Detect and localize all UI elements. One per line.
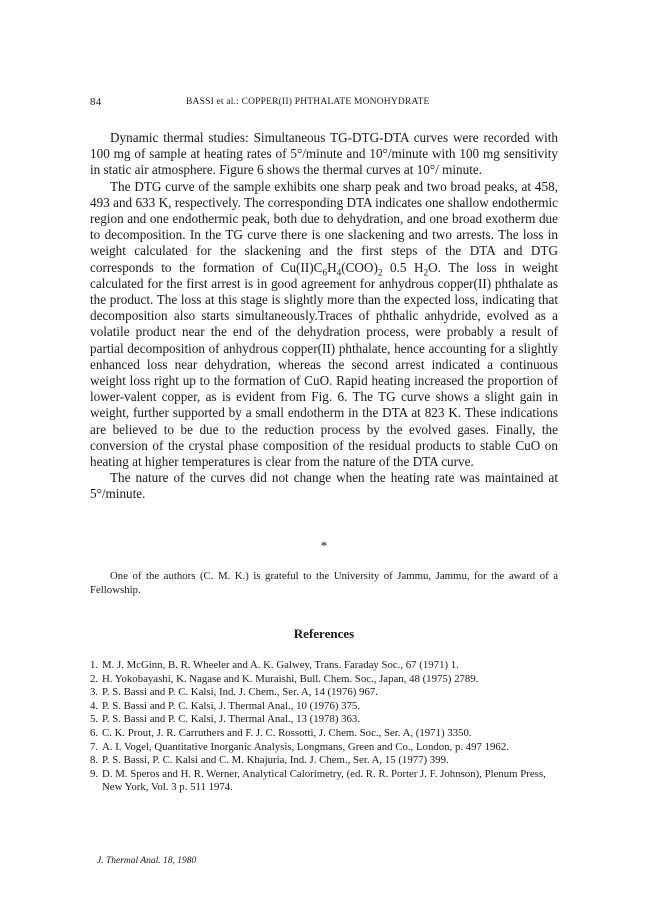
reference-number: 8.	[90, 754, 99, 767]
formula-subscript: 2	[423, 267, 429, 278]
reference-text: P. S. Bassi and P. C. Kalsi, J. Thermal Anal., 10 (1976) 375.	[102, 699, 361, 712]
reference-item	[90, 700, 558, 714]
reference-item	[90, 754, 558, 768]
reference-number: 1.	[90, 659, 99, 671]
paragraph-dtg-analysis	[90, 179, 558, 471]
reference-text: H. Yokobayashi, K. Nagase and K. Muraishi, Bull. Chem. Soc., Japan, 48 (1975) 2789.	[102, 672, 479, 685]
reference-text: P. S. Bassi and P. C. Kalsi, J. Thermal Anal., 13 (1978) 363.	[102, 713, 361, 726]
running-title: BASSI et al.: COPPER(II) PHTHALATE MONOHYDRATE	[186, 97, 430, 107]
reference-number: 9.	[90, 767, 99, 780]
reference-item	[90, 673, 558, 687]
reference-text: P. S. Bassi, P. C. Kalsi and C. M. Khajuria, Ind. J. Chem., Ser. A, 15 (1977) 399.	[102, 754, 449, 767]
running-header	[90, 96, 558, 110]
reference-text: P. S. Bassi and P. C. Kalsi, Ind. J. Chem., Ser. A, 14 (1976) 967.	[102, 686, 378, 699]
reference-number: 3.	[90, 686, 99, 699]
formula-subscript: 6	[322, 267, 328, 278]
reference-number: 5.	[90, 713, 99, 726]
formula-text: (COO)	[341, 259, 378, 275]
formula-text: H	[327, 259, 337, 275]
reference-number: 2.	[90, 672, 99, 685]
reference-text: A. I. Vogel, Quantitative Inorganic Analysis, Longmans, Green and Co., London, p. 497 1962.	[102, 740, 509, 753]
page-number: 84	[90, 96, 102, 108]
journal-footer: J. Thermal Anal. 18, 1980	[97, 856, 197, 866]
reference-item	[90, 768, 558, 795]
reference-item	[90, 741, 558, 755]
references-list	[90, 659, 558, 795]
acknowledgement: One of the authors (C. M. K.) is grateful to the University of Jammu, Jammu, for the award of a Fellowship.	[90, 570, 558, 596]
reference-text: D. M. Speros and H. R. Werner, Analytical Calorimetry, (ed. R. R. Porter J. F. Johnson), Plenum Press, New York, Vol. 3 p. 511 1974.	[102, 767, 546, 794]
reference-text: C. K. Prout, J. R. Carruthers and F. J. C. Rossotti, J. Chem. Soc., Ser. A, (1971) 3350.	[102, 726, 472, 739]
paragraph-heating-rate: The nature of the curves did not change when the heating rate was maintained at 5°/minute.	[90, 470, 558, 502]
section-separator: *	[320, 538, 328, 553]
reference-item	[90, 727, 558, 741]
paragraph-dynamic-thermal-studies: Dynamic thermal studies: Simultaneous TG-DTG-DTA curves were recorded with 100 mg of sample at heating rates of 5°/minute and 10°/minute with 100 mg sensitivity in static air atmosphere. Figure 6 shows the thermal curves at 10°/ minute.	[90, 130, 558, 178]
reference-item	[90, 713, 558, 727]
reference-number: 4.	[90, 699, 99, 712]
reference-item	[90, 659, 558, 673]
reference-number: 7.	[90, 740, 99, 753]
paragraph-dtg-text-b: O. The loss in weight calculated for the first arrest is in good agreement for anhydrous copper(II) phthalate as the product. The loss at this stage is slightly more than the expected loss, indicating that decomposition also starts simultaneously.Traces of phthalic anhydride, evolved as a volatile product near the end of the dehydration process, were probably a result of partial decomposition of anhydrous copper(II) phthalate, hence accounting for a slightly enhanced loss near dehydration, whereas the second arrest indicated a continuous weight loss right up to the formation of CuO. Rapid heating increased the proportion of lower-valent copper, as is evident from Fig. 6. The TG curve shows a slight gain in weight, further supported by a small endotherm in the DTA at 823 K. These indications are believed to be due to the reduction process by the evolved gases. Finally, the conversion of the crystal phase composition of the residual products to stable CuO on heating at higher temperatures is clear from the nature of the DTA curve.	[90, 259, 558, 470]
reference-item	[90, 686, 558, 700]
paragraph-dtg-text-a: The DTG curve of the sample exhibits one sharp peak and two broad peaks, at 458, 493 and 633 K, respectively. The corresponding DTA indicates one shallow endothermic region and one endothermic peak, both due to dehydration, and one broad exotherm due to decomposition. In the TG curve there is one slackening and two arrests. The loss in weight calculated for the slackening and the first steps of the DTA and DTG corresponds to the formation of Cu(II)C	[90, 178, 558, 275]
formula-subscript: 4	[336, 267, 342, 278]
formula-subscript: 2	[377, 267, 383, 278]
reference-text: M. J. McGinn, B. R. Wheeler and A. K. Galwey, Trans. Faraday Soc., 67 (1971) 1.	[102, 659, 459, 671]
formula-text: 0.5 H	[382, 259, 424, 275]
reference-number: 6.	[90, 726, 99, 739]
references-heading: References	[293, 626, 355, 641]
body-text	[90, 130, 558, 503]
